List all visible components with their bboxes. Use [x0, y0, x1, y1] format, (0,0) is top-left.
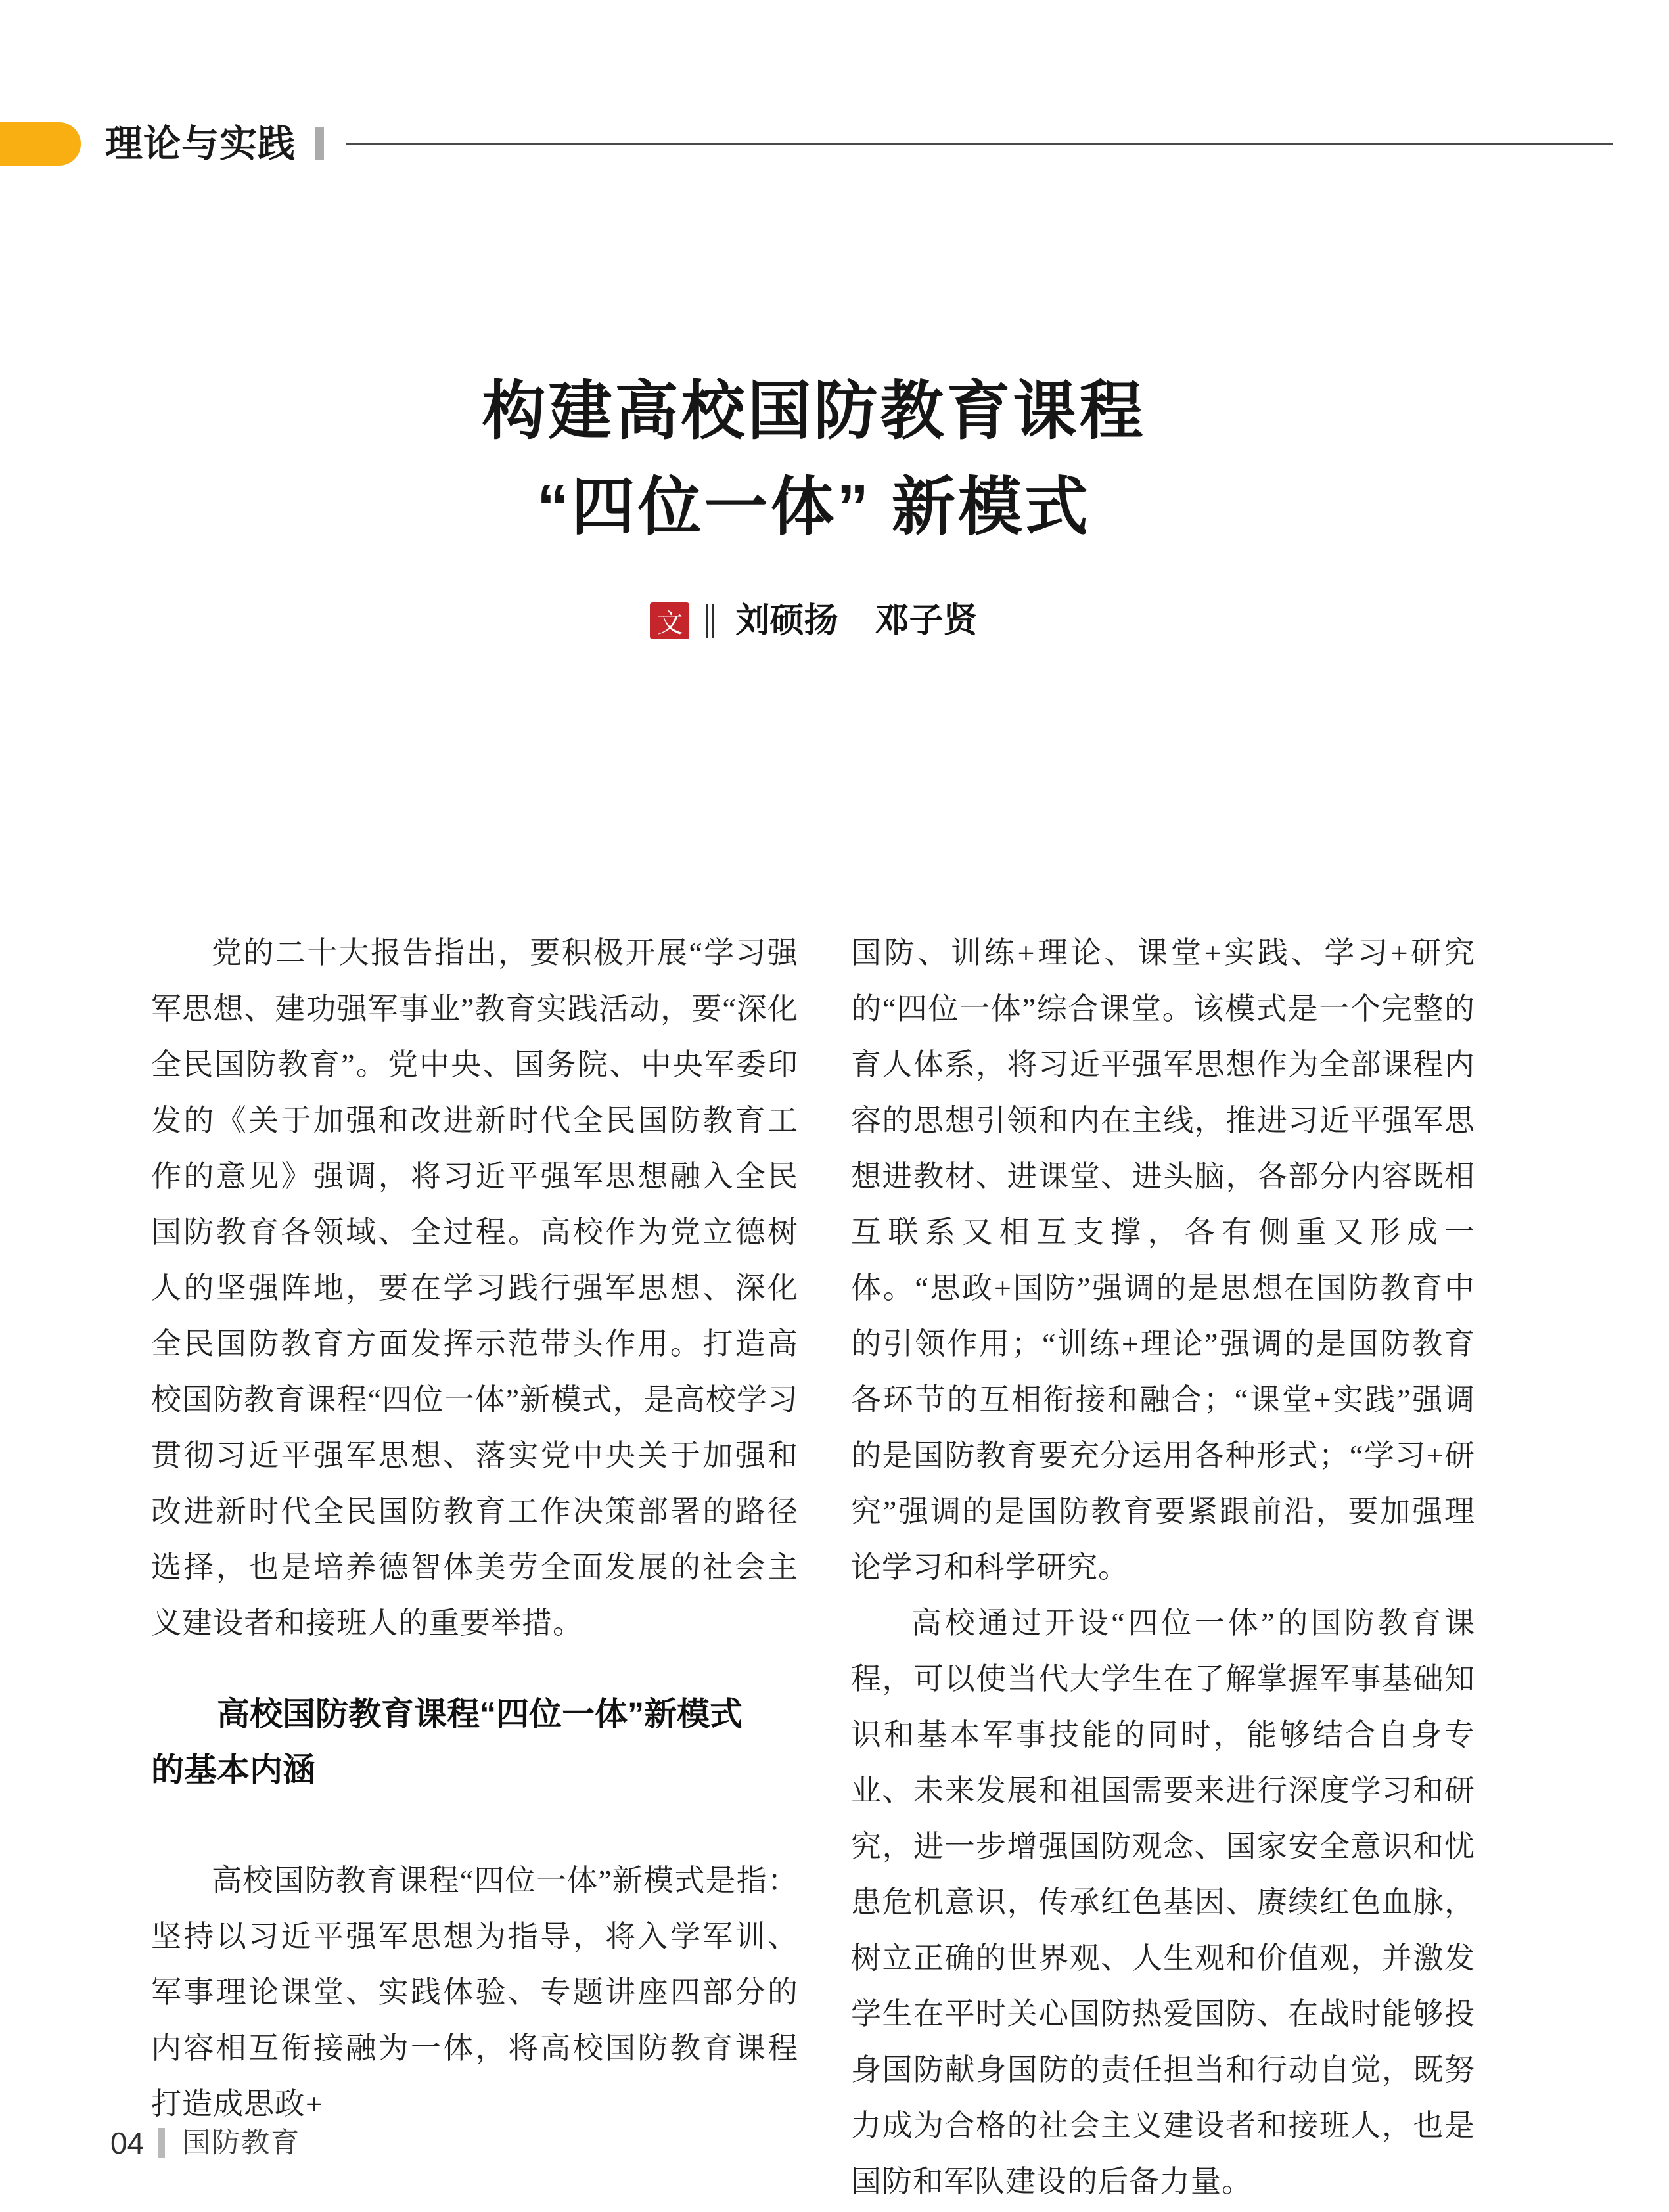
byline-label: 文	[656, 608, 683, 638]
byline	[151, 602, 1476, 639]
page-header	[0, 122, 1613, 166]
right-column	[851, 925, 1475, 2209]
page-number: 04	[110, 2126, 145, 2160]
article-title-line2: “四位一体” 新模式	[537, 471, 1091, 543]
paragraph: 党的二十大报告指出，要积极开展“学习强军思想、建功强军事业”教育实践活动，要“深化全民国防教育”。党中央、国务院、中央军委印发的《关于加强和改进新时代全民国防教育工作的意见》强调，将习近平强军思想融入全民国防教育各领域、全过程。高校作为党立德树人的坚强阵地，要在学习践行强军思想、深化全民国防教育方面发挥示范带头作用。打造高校国防教育课程“四位一体”新模式，是高校学习贯彻习近平强军思想、落实党中央关于加强和改进新时代全民国防教育工作决策部署的路径选择，也是培养德智体美劳全面发展的社会主义建设者和接班人的重要举措。	[151, 936, 798, 1640]
article-title	[151, 363, 1476, 555]
paragraph: 高校通过开设“四位一体”的国防教育课程，可以使当代大学生在了解掌握军事基础知识和基本军事技能的同时，能够结合自身专业、未来发展和祖国需要来进行深度学习和研究，进一步增强国防观念、国家安全意识和忧患危机意识，传承红色基因、赓续红色血脉，树立正确的世界观、人生观和价值观，并激发学生在平时关心国防热爱国防、在战时能够投身国防献身国防的责任担当和行动自觉，既努力成为合格的社会主义建设者和接班人，也是国防和军队建设的后备力量。	[851, 1606, 1475, 2198]
left-column	[151, 925, 798, 2209]
subheading-line2: 的基本内涵	[151, 1751, 315, 1788]
byline-authors	[735, 602, 977, 639]
header-rule	[346, 143, 1613, 145]
paragraph: 国防、训练+理论、课堂+实践、学习+研究的“四位一体”综合课堂。该模式是一个完整的育人体系，将习近平强军思想作为全部课程内容的思想引领和内在主线，推进习近平强军思想进教材、进课堂、进头脑，各部分内容既相互联系又相互支撑，各有侧重又形成一体。“思政+国防”强调的是思想在国防教育中的引领作用；“训练+理论”强调的是国防教育各环节的互相衔接和融合；“课堂+实践”强调的是国防教育要充分运用各种形式；“学习+研究”强调的是国防教育要紧跟前沿，要加强理论学习和科学研究。	[851, 936, 1475, 1584]
byline-label-box	[650, 602, 689, 639]
section-tab-icon	[0, 122, 81, 166]
section-subheading	[151, 1686, 798, 1798]
journal-name: 国防教育	[182, 2127, 301, 2159]
article-body	[151, 925, 1476, 2209]
page-footer	[110, 2126, 300, 2160]
subheading-line1: 高校国防教育课程“四位一体”新模式	[217, 1696, 743, 1732]
section-label: 理论与实践	[105, 123, 296, 165]
header-divider-bar-icon	[315, 127, 324, 160]
paragraph: 高校国防教育课程“四位一体”新模式是指：坚持以习近平强军思想为指导，将入学军训、军事理论课堂、实践体验、专题讲座四部分的内容相互衔接融为一体，将高校国防教育课程打造成思政+	[151, 1864, 798, 2121]
double-bar-icon	[706, 604, 714, 638]
footer-divider-bar-icon	[158, 2128, 165, 2158]
author-name: 刘硕扬	[735, 602, 838, 640]
article-title-line1: 构建高校国防教育课程	[482, 375, 1146, 447]
author-name: 邓子贤	[875, 602, 978, 640]
